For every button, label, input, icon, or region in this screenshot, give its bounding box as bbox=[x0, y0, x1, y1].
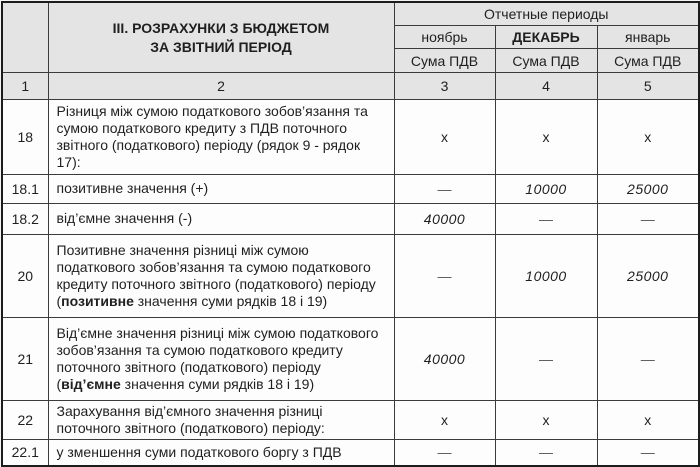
unit-header-1: Сума ПДВ bbox=[394, 49, 495, 73]
table-row-18.1 bbox=[2, 175, 699, 204]
value-text: — bbox=[640, 444, 655, 461]
value-text: 40000 bbox=[423, 351, 466, 367]
table-row-18.2 bbox=[2, 204, 699, 235]
value-text: — bbox=[437, 444, 452, 461]
value-cell-col5 bbox=[597, 100, 699, 175]
row-label-segment: Від’ємне значення різниці між сумою податкового зобов’язання та сумою податкового кредиту поточного звітного (податкового) періоду ( bbox=[56, 324, 379, 393]
unit-header-3: Сума ПДВ bbox=[597, 49, 699, 73]
row-number-cell: 22 bbox=[2, 401, 48, 440]
row-number-cell: 18 bbox=[2, 100, 48, 175]
row-number-cell: 18.2 bbox=[2, 204, 48, 235]
value-cell-col5 bbox=[597, 175, 699, 204]
table-row-21 bbox=[2, 318, 699, 401]
row-label-segment: Позитивне значення різниці між сумою податкового зобов’язання та сумою податкового кредиту поточного звітного (податкового) періоду ( bbox=[56, 241, 376, 310]
value-cell-col4 bbox=[495, 401, 597, 440]
row-label bbox=[48, 401, 394, 440]
row-number-cell: 20 bbox=[2, 235, 48, 318]
value-cell-col4 bbox=[495, 175, 597, 204]
value-text: — bbox=[640, 351, 655, 367]
table-row-22 bbox=[2, 401, 699, 440]
column-number-3: 3 bbox=[394, 73, 495, 100]
value-text: — bbox=[437, 268, 452, 284]
row-label-bold-segment: від’ємне bbox=[61, 376, 121, 393]
table-row-18 bbox=[2, 100, 699, 175]
column-number-row bbox=[2, 73, 699, 100]
value-cell-col5 bbox=[597, 401, 699, 440]
value-cell-col4 bbox=[495, 100, 597, 175]
section-title-line1: III. РОЗРАХУНКИ З БЮДЖЕТОМ bbox=[112, 20, 330, 37]
period-header-3: январь bbox=[597, 26, 699, 49]
row-label bbox=[48, 440, 394, 466]
value-cell-col3 bbox=[394, 204, 495, 235]
column-number-1: 1 bbox=[2, 73, 48, 100]
budget-settlements-table bbox=[1, 1, 700, 467]
column-number-4: 4 bbox=[495, 73, 597, 100]
value-text: x bbox=[441, 412, 448, 429]
row-label-bold-segment: позитивне bbox=[61, 293, 134, 310]
period-header-1: ноябрь bbox=[394, 26, 495, 49]
table-row-22.1 bbox=[2, 440, 699, 466]
row-label-segment: Різниця між сумою податкового зобов’язання та сумою податкового кредиту з ПДВ поточного звітного (податкового) періоду (рядок 9 - рядок 17): bbox=[56, 102, 368, 171]
value-cell-col3 bbox=[394, 440, 495, 466]
value-text: — bbox=[539, 444, 553, 461]
row-label bbox=[48, 235, 394, 318]
value-text: — bbox=[539, 211, 553, 227]
value-cell-col5 bbox=[597, 204, 699, 235]
value-text: — bbox=[539, 351, 553, 367]
row-label bbox=[48, 204, 394, 235]
row-label-segment: позитивне значення (+) bbox=[56, 180, 209, 197]
value-cell-col4 bbox=[495, 204, 597, 235]
value-cell-col5 bbox=[597, 235, 699, 318]
value-text: 40000 bbox=[423, 211, 466, 227]
value-cell-col3 bbox=[394, 235, 495, 318]
column-number-5: 5 bbox=[597, 73, 699, 100]
row-number-cell: 22.1 bbox=[2, 440, 48, 466]
periods-group-header: Отчетные периоды bbox=[394, 2, 699, 26]
section-title bbox=[48, 2, 394, 73]
row-number-cell: 18.1 bbox=[2, 175, 48, 204]
value-text: x bbox=[542, 129, 550, 145]
value-cell-col4 bbox=[495, 235, 597, 318]
row-label-segment: Зарахування від’ємного значення різниці поточного звітного (податкового) періоду: bbox=[56, 403, 325, 437]
value-text: — bbox=[640, 211, 655, 227]
value-cell-col3 bbox=[394, 175, 495, 204]
value-text: 10000 bbox=[525, 181, 567, 197]
row-label bbox=[48, 318, 394, 401]
value-text: 25000 bbox=[627, 268, 669, 284]
table-header bbox=[2, 2, 699, 100]
value-text: 25000 bbox=[627, 181, 669, 197]
table-row-20 bbox=[2, 235, 699, 318]
table-body bbox=[2, 100, 699, 466]
row-label-segment: у зменшення суми податкового боргу з ПДВ bbox=[56, 443, 342, 460]
row-label-segment: значення суми рядків 18 і 19) bbox=[133, 293, 328, 310]
period-header-2: ДЕКАБРЬ bbox=[495, 26, 597, 49]
row-label bbox=[48, 175, 394, 204]
value-cell-col4 bbox=[495, 318, 597, 401]
value-cell-col5 bbox=[597, 440, 699, 466]
value-cell-col3 bbox=[394, 100, 495, 175]
value-text: 10000 bbox=[525, 268, 567, 284]
value-text: x bbox=[644, 129, 652, 145]
corner-header-cell bbox=[2, 2, 48, 73]
row-label bbox=[48, 100, 394, 175]
value-cell-col3 bbox=[394, 318, 495, 401]
value-cell-col3 bbox=[394, 401, 495, 440]
row-number-cell: 21 bbox=[2, 318, 48, 401]
value-text: x bbox=[644, 412, 652, 429]
section-title-line2: ЗА ЗВІТНИЙ ПЕРІОД bbox=[150, 38, 292, 55]
row-label-segment: значення суми рядків 18 і 19) bbox=[120, 376, 315, 393]
value-cell-col5 bbox=[597, 318, 699, 401]
value-text: x bbox=[542, 412, 550, 429]
unit-header-2: Сума ПДВ bbox=[495, 49, 597, 73]
value-text: x bbox=[441, 129, 448, 145]
value-text: — bbox=[437, 181, 452, 197]
value-cell-col4 bbox=[495, 440, 597, 466]
column-number-2: 2 bbox=[48, 73, 394, 100]
row-label-segment: від’ємне значення (-) bbox=[56, 210, 193, 227]
